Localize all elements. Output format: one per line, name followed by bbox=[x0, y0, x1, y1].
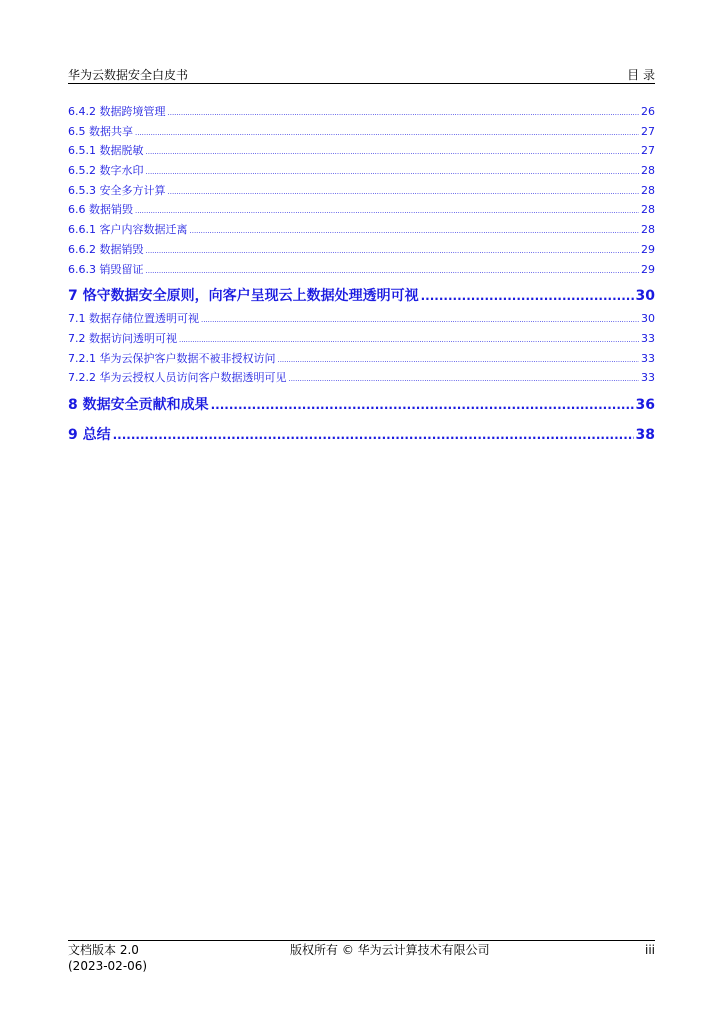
toc-entry-label: 6.6 数据销毁 bbox=[68, 203, 133, 217]
toc-entry-label: 6.5.3 安全多方计算 bbox=[68, 183, 166, 197]
toc-entry[interactable] bbox=[68, 202, 655, 222]
toc-entry-label: 6.5.1 数据脱敏 bbox=[68, 144, 144, 158]
toc-entry-label: 8 数据安全贡献和成果 bbox=[68, 396, 209, 413]
toc-dot-leader bbox=[190, 224, 640, 239]
toc-entry[interactable] bbox=[68, 124, 655, 144]
toc-entry-page: 33 bbox=[641, 331, 655, 345]
toc-entry-page: 29 bbox=[641, 262, 655, 276]
page-header bbox=[68, 66, 655, 84]
toc-entry[interactable] bbox=[68, 222, 655, 242]
toc-entry-page: 33 bbox=[641, 351, 655, 365]
toc-dot-leader bbox=[211, 396, 634, 414]
toc-entry-page: 28 bbox=[641, 164, 655, 178]
toc-entry[interactable] bbox=[68, 370, 655, 390]
toc-dot-leader bbox=[421, 287, 634, 305]
toc-dot-leader bbox=[146, 244, 640, 259]
toc-entry-page: 27 bbox=[641, 124, 655, 138]
toc-entry-page: 27 bbox=[641, 144, 655, 158]
toc-entry-page: 28 bbox=[641, 183, 655, 197]
toc-entry-label: 7.2.1 华为云保护客户数据不被非授权访问 bbox=[68, 351, 276, 365]
toc-dot-leader bbox=[179, 333, 639, 348]
toc-entry-page: 29 bbox=[641, 242, 655, 256]
toc-entry-label: 9 总结 bbox=[68, 426, 111, 443]
toc-entry-label: 6.5 数据共享 bbox=[68, 124, 133, 138]
toc-dot-leader bbox=[146, 165, 640, 180]
toc-entry[interactable] bbox=[68, 287, 655, 311]
copyright-notice: 版权所有 © 华为云计算技术有限公司 bbox=[290, 943, 490, 957]
toc-entry[interactable] bbox=[68, 426, 655, 450]
version-date: (2023-02-06) bbox=[68, 959, 148, 973]
toc-dot-leader bbox=[277, 353, 639, 368]
toc-dot-leader bbox=[135, 126, 639, 141]
toc-entry-page: 38 bbox=[635, 426, 655, 443]
document-title: 华为云数据安全白皮书 bbox=[68, 68, 189, 82]
toc-entry[interactable] bbox=[68, 351, 655, 371]
toc-entry[interactable] bbox=[68, 143, 655, 163]
toc-entry[interactable] bbox=[68, 331, 655, 351]
document-version bbox=[68, 942, 147, 974]
toc-entry-label: 6.4.2 数据跨境管理 bbox=[68, 105, 166, 118]
version-label: 文档版本 2.0 bbox=[68, 943, 139, 957]
toc-entry[interactable] bbox=[68, 311, 655, 331]
toc-entry-label: 6.6.1 客户内容数据迁离 bbox=[68, 223, 188, 237]
toc-entry[interactable] bbox=[68, 396, 655, 420]
toc-dot-leader bbox=[201, 313, 639, 328]
toc-entry-page: 28 bbox=[641, 203, 655, 217]
table-of-contents bbox=[68, 104, 655, 450]
toc-entry-label: 6.5.2 数字水印 bbox=[68, 164, 144, 178]
toc-dot-leader bbox=[168, 106, 640, 121]
page-number: iii bbox=[644, 943, 655, 957]
toc-dot-leader bbox=[113, 426, 634, 444]
toc-entry-page: 33 bbox=[641, 371, 655, 385]
toc-entry-page: 36 bbox=[635, 396, 655, 413]
toc-entry-label: 6.6.3 销毁留证 bbox=[68, 262, 144, 276]
toc-entry-page: 30 bbox=[641, 312, 655, 326]
page-footer bbox=[68, 940, 655, 973]
toc-entry-page: 26 bbox=[641, 105, 655, 118]
toc-entry-label: 6.6.2 数据销毁 bbox=[68, 242, 144, 256]
toc-dot-leader bbox=[146, 145, 640, 160]
toc-entry-label: 7.2.2 华为云授权人员访问客户数据透明可见 bbox=[68, 371, 287, 385]
toc-entry[interactable] bbox=[68, 104, 655, 124]
toc-entry[interactable] bbox=[68, 242, 655, 262]
toc-dot-leader bbox=[168, 185, 640, 200]
toc-entry[interactable] bbox=[68, 163, 655, 183]
toc-entry[interactable] bbox=[68, 262, 655, 282]
toc-entry-page: 30 bbox=[635, 288, 655, 305]
toc-entry[interactable] bbox=[68, 183, 655, 203]
toc-entry-label: 7.2 数据访问透明可视 bbox=[68, 331, 177, 345]
toc-entry-page: 28 bbox=[641, 223, 655, 237]
toc-entry-label: 7.1 数据存储位置透明可视 bbox=[68, 312, 199, 326]
toc-dot-leader bbox=[146, 264, 640, 279]
section-title: 目 录 bbox=[627, 68, 655, 82]
toc-dot-leader bbox=[135, 204, 639, 219]
toc-dot-leader bbox=[288, 372, 639, 387]
toc-entry-label: 7 恪守数据安全原则，向客户呈现云上数据处理透明可视 bbox=[68, 288, 419, 305]
